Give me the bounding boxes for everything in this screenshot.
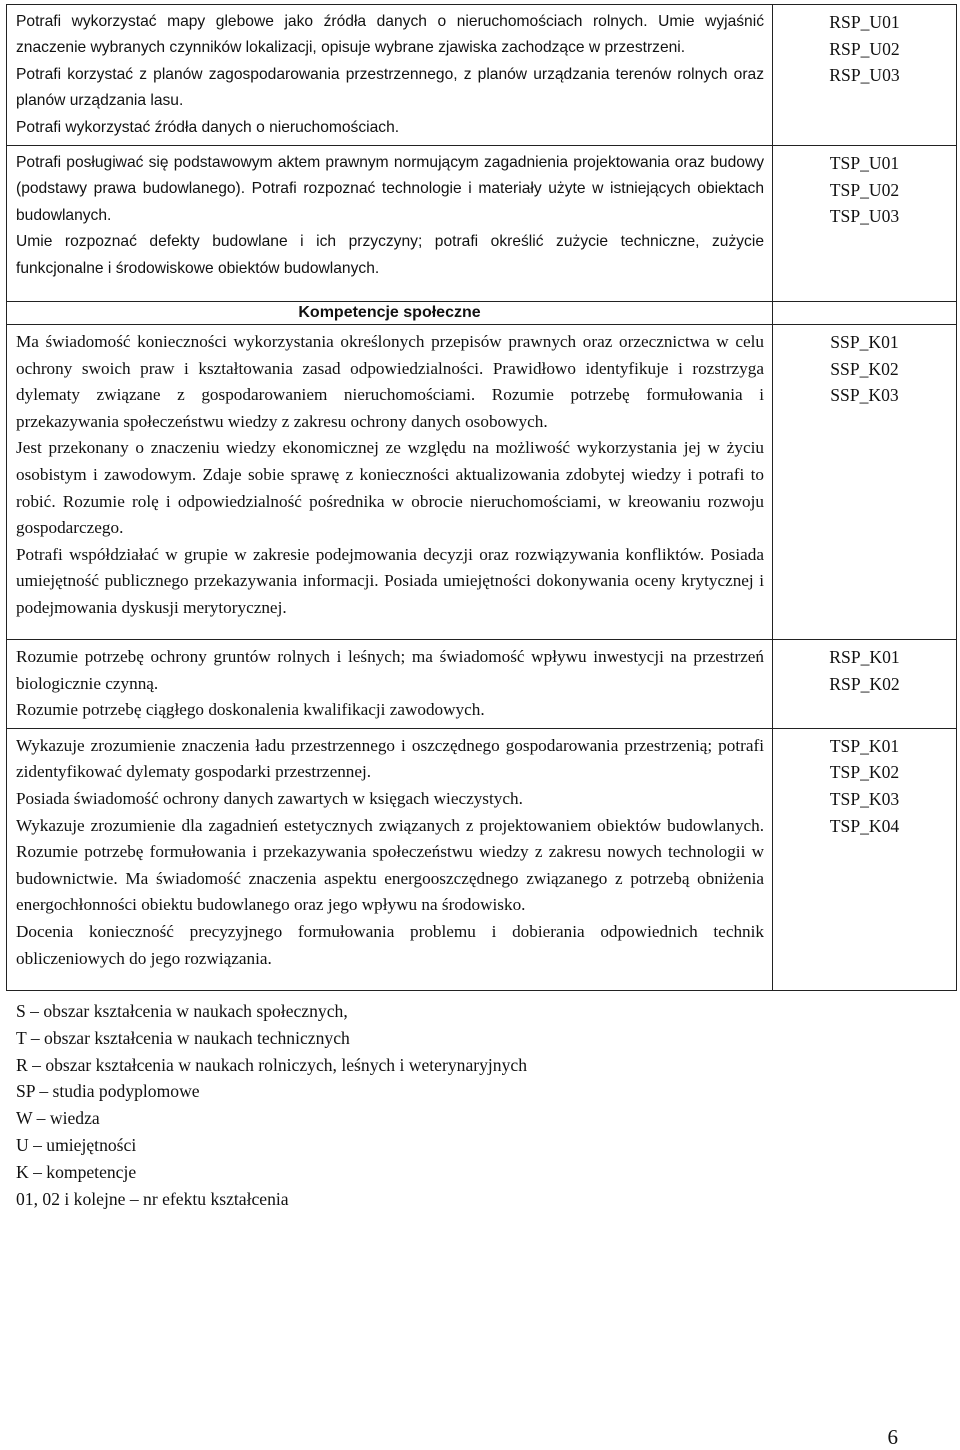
outcome-description: Potrafi posługiwać się podstawowym aktem prawnym normującym zagadnienia projektowania oraz budowy (podstawy prawa budowlanego). Potrafi rozpoznać technologie i materiały użyte w istniejących obiektach budowlanych. [16,154,764,224]
outcome-description: Wykazuje zrozumienie dla zagadnień estetycznych związanych z projektowaniem obiektów budowlanych. Rozumie potrzebę formułowania i przekazywania społeczeństwu wiedzy z zakresu nowych technologii w budownictwie. Ma świadomość znaczenia aspektu energooszczędnego związanego z potrzebą obniżenia energochłonności obiektu budowlanego oraz jego wpływu na środowisko. [16,815,764,915]
section-heading-row [7,302,957,325]
description-cell [7,146,773,302]
section-heading: Kompetencje społeczne [298,304,481,322]
description-cell [7,728,773,990]
outcome-description: Potrafi współdziałać w grupie w zakresie podejmowania decyzji oraz rozwiązywania konfliktów. Posiada umiejętność publicznego przekazywania informacji. Posiada umiejętności dokonywania oceny krytycznej i podejmowania dyskusji merytorycznej. [16,544,764,617]
outcome-description: Docenia konieczność precyzyjnego formułowania problemu i dobierania odpowiednich technik obliczeniowych do jego rozwiązania. [16,921,764,968]
learning-outcomes-table [6,4,957,991]
description-cell [7,325,773,640]
outcome-description: Rozumie potrzebę ochrony gruntów rolnych i leśnych; ma świadomość wpływu inwestycji na przestrzeń biologicznie czynną. [16,647,764,693]
description-cell [7,5,773,146]
code-cell [773,5,957,146]
outcome-code: RSP_K02 [829,673,900,694]
table-row [7,325,957,640]
table-row [7,5,957,146]
outcome-code: RSP_U02 [829,38,900,59]
outcome-description: Jest przekonany o znaczeniu wiedzy ekonomicznej ze względu na możliwość wykorzystania jej w życiu osobistym i zawodowym. Zdaje sobie sprawę z konieczności aktualizowania zdobytej wiedzy i potrafi to robić. Rozumie rolę i odpowiedzialność pośrednika w obrocie nieruchomościami, w kreowaniu rozwoju gospodarczego. [16,438,764,538]
table-row [7,640,957,729]
section-heading-cell [7,302,773,325]
outcome-description: Rozumie potrzebę ciągłego doskonalenia kwalifikacji zawodowych. [16,700,485,720]
outcome-description: Wykazuje zrozumienie znaczenia ładu przestrzennego i oszczędnego gospodarowania przestrzenią; potrafi zidentyfikować dylematy gospodarki przestrzennej. [16,735,764,782]
outcome-code: TSP_U02 [829,179,900,200]
code-cell [773,325,957,640]
outcome-code: RSP_U03 [829,65,900,86]
outcome-code: TSP_K04 [829,815,900,836]
outcome-code: TSP_K01 [829,735,900,756]
legend-item: T – obszar kształcenia w naukach technicznych [16,1027,350,1048]
outcome-code: RSP_K01 [829,647,900,668]
legend-item: 01, 02 i kolejne – nr efektu kształcenia [16,1188,289,1209]
abbreviation-legend [16,998,527,1212]
code-cell [773,146,957,302]
outcome-description: Ma świadomość konieczności wykorzystania określonych przepisów prawnych oraz orzecznictwa w celu ochrony swoich praw i kształtowania zasad odpowiedzialności. Prawidłowo identyfikuje i rozstrzyga dylematy związane z gospodarowaniem nieruchomościami. Rozumie potrzebę formułowania i przekazywania społeczeństwu wiedzy z zakresu ochrony danych osobowych. [16,332,764,431]
outcome-description: Posiada świadomość ochrony danych zawartych w księgach wieczystych. [16,789,523,808]
outcome-description: Potrafi wykorzystać mapy glebowe jako źródła danych o nieruchomościach rolnych. Umie wyjaśnić znaczenie wybranych czynników lokalizacji, opisuje wybrane zjawiska zachodzące w przestrzeni. [16,13,764,57]
outcome-code: TSP_K02 [829,762,900,783]
outcome-description: Potrafi korzystać z planów zagospodarowania przestrzennego, z planów urządzania terenów rolnych oraz planów urządzania lasu. [16,65,764,110]
outcome-description: Potrafi wykorzystać źródła danych o nieruchomościach. [16,118,400,136]
legend-item: R – obszar kształcenia w naukach rolniczych, leśnych i weterynaryjnych [16,1054,528,1075]
legend-item: SP – studia podyplomowe [16,1081,200,1102]
description-cell [7,640,773,729]
code-cell [773,728,957,990]
outcome-code: SSP_K01 [830,332,899,353]
table-row [7,728,957,990]
code-cell [773,640,957,729]
legend-item: U – umiejętności [16,1134,137,1155]
outcome-code: SSP_K03 [830,385,899,406]
table-row [7,146,957,302]
outcome-code: TSP_U03 [829,206,900,227]
outcome-code: TSP_U01 [829,153,900,174]
legend-item: S – obszar kształcenia w naukach społecznych, [16,1001,348,1021]
legend-item: K – kompetencje [16,1161,137,1182]
outcome-code: TSP_K03 [829,789,900,809]
outcome-code: SSP_K02 [830,358,899,379]
legend-item: W – wiedza [16,1108,100,1129]
outcome-code: RSP_U01 [829,12,900,32]
outcome-description: Umie rozpoznać defekty budowlane i ich przyczyny; potrafi określić zużycie techniczne, zużycie funkcjonalne i środowiskowe obiektów budowlanych. [16,233,764,277]
code-cell [773,302,957,325]
page-number: 6 [887,1425,898,1449]
